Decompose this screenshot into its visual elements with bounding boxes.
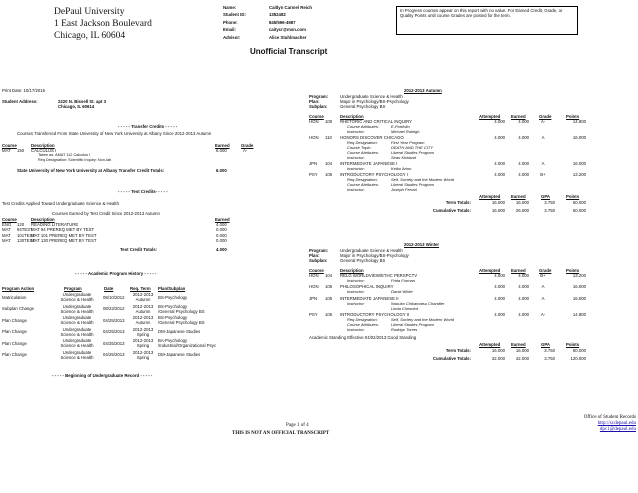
office-link-web[interactable]: http://sr.depaul.edu (597, 421, 636, 427)
course-note-key: Instructor: (347, 166, 365, 171)
school-address: 1 East Jackson Boulevard (54, 19, 152, 29)
doc-title: Unofficial Transcript (250, 47, 328, 56)
cumulative-totals-label: Cumulative Totals: (432, 356, 471, 361)
cumulative-totals-attempted: 16.000 (491, 208, 505, 214)
history-row-program1: Undergraduate (62, 338, 92, 343)
cumulative-totals-label: Cumulative Totals: (432, 208, 471, 214)
history-row-term1: 2012-2013 (132, 315, 154, 320)
course-note-value: DEATH AND THE CITY (391, 145, 434, 150)
history-col-date: Date (104, 286, 114, 291)
history-row-plan1: BS-Psychology (158, 303, 188, 309)
history-row-date: 04/25/2013 (103, 329, 125, 334)
history-row-date: 04/25/2013 (103, 317, 125, 323)
course-note-key: Instructor: (347, 300, 365, 306)
history-row-term1: 2012-2013 (132, 349, 154, 355)
test-row-num: 130TEST (17, 237, 36, 243)
history-row-program1: Undergraduate (62, 292, 92, 297)
term-col-desc: Description (340, 267, 364, 273)
history-row-action: Plan Change (2, 317, 27, 323)
course-points: 16.000 (572, 284, 586, 290)
student-info-label: Name: (223, 5, 237, 10)
history-row-program2: Science & Health (60, 320, 94, 325)
course-desc: RELG WORLDVIEW/ETHC PERSPCTV (340, 272, 418, 278)
course-num: 104 (325, 272, 333, 278)
history-row-action: Plan Change (2, 329, 27, 334)
cumulative-totals-gpa: 3.750 (544, 208, 555, 214)
page-number: Page 1 of 4 (286, 423, 309, 428)
transfer-from: Courses Transferred From State University of New York University at Albany Since 2012-2013 Autumn (17, 131, 212, 136)
term-col-points: Points (566, 113, 580, 119)
course-attempted: 4.000 (494, 284, 505, 290)
test-row-desc: MAT 94 PREREQ MET BY TEST (31, 227, 95, 233)
history-col-plan: Plan/Subplan (158, 286, 186, 291)
test-row-earned: 4.000 (216, 222, 227, 227)
course-points: 16.000 (572, 135, 586, 140)
student-info-value: Alice Stuhlmacher (269, 34, 307, 40)
history-row-program2: Science & Health (60, 308, 94, 314)
course-note-key: Course Attributes: (347, 321, 379, 327)
cumulative-totals-points: 120.000 (570, 356, 586, 361)
history-row-action: Plan Change (2, 340, 27, 346)
cumulative-totals-gpa: 3.750 (544, 356, 555, 361)
term-totals-attempted: 16.000 (491, 348, 505, 353)
course-desc: INTRODUCTORY PSYCHOLOGY II (340, 311, 410, 317)
term-subplan-value: General Psychology BS (340, 103, 386, 109)
course-earned: 4.000 (518, 272, 529, 278)
test-col-earned: Earned (215, 217, 230, 222)
term-subplan-label: Subplan: (309, 103, 328, 109)
course-subj: HON (309, 135, 319, 140)
student-info-value: Caitlyn Carmel Reich (269, 5, 312, 10)
test-row-desc: MAT 101 PREREQ MET BY TEST (31, 232, 97, 238)
course-note-value: Sean Kirkland (391, 154, 416, 160)
history-row-term2: Autumn (135, 297, 151, 302)
course-grade: A (541, 135, 545, 140)
course-grade: B+ (540, 272, 546, 278)
history-row-program2: Science & Health (60, 331, 94, 337)
course-note-key: Course Attributes: (347, 149, 379, 155)
course-note-key: Instructor: (347, 289, 365, 295)
course-note-value: Self, Society and the Modern World (391, 317, 454, 322)
history-col-term: Req. Term (130, 286, 151, 291)
course-note-value: David White (391, 289, 413, 295)
course-grade: A (541, 160, 545, 166)
term-program-label: Program: (309, 247, 329, 253)
course-attempted: 4.000 (494, 311, 505, 317)
course-desc: INTERMEDIATE JAPANESE II (340, 295, 399, 301)
course-note-value: E-Portfolio (391, 124, 410, 129)
course-note-key: Instructor: (347, 187, 365, 192)
transfer-total-value: 6.000 (216, 168, 227, 173)
course-desc: HONORS DISCOVER CHICAGO (340, 135, 404, 140)
student-info-value: caitycr@msn.com (269, 27, 306, 33)
history-row-action: Subplan Change (2, 306, 35, 311)
course-num: 100 (325, 118, 333, 124)
course-attempted: 4.000 (494, 172, 505, 178)
transfer-col-grade: Grade (241, 143, 254, 148)
course-note-value: Frida Furman (391, 278, 416, 283)
notice-box (396, 6, 578, 35)
course-note-value: Liberal Studies Program (391, 149, 434, 155)
course-points: 13.200 (572, 172, 586, 178)
cumulative-totals-earned: 42.000 (515, 356, 529, 361)
course-points: 16.000 (572, 160, 586, 166)
transfer-row-note2: Req Designation: Scientific Inquiry: Non-lab (38, 158, 112, 162)
history-row-term2: Spring (136, 343, 150, 348)
cumulative-totals-earned: 26.000 (515, 208, 529, 214)
term-col-attempted: Attempted (479, 267, 501, 273)
student-info-value: 845/596-4987 (269, 19, 296, 25)
course-grade: A (541, 295, 545, 301)
student-info-value: 1352482 (269, 12, 286, 18)
course-note-key: Req Designation: (347, 317, 378, 322)
test-header: - - - - - Test Credits- - - - - (118, 189, 168, 194)
course-points: 16.000 (572, 295, 586, 301)
history-row-date: 04/25/2013 (103, 340, 125, 346)
term-program-value: Undergraduate Science & Health (340, 247, 403, 253)
history-col-action: Program Action (2, 286, 35, 291)
term-totals-attempted: 16.000 (491, 200, 505, 206)
term-col-course: Course (309, 113, 324, 119)
course-num: 106 (325, 311, 333, 317)
transfer-row-earned: 6.000 (216, 148, 227, 153)
student-info-label: Phone: (223, 19, 238, 25)
test-row-earned: 0.000 (216, 232, 227, 238)
transfer-col-desc: Description (31, 143, 55, 148)
transfer-row-desc: CALCULUS I (31, 148, 57, 153)
course-num: 110 (325, 135, 332, 140)
history-row-date: 08/23/2012 (103, 306, 125, 311)
history-col-program: Program (64, 286, 82, 291)
history-row-plan1: DM-Japanese Studies (158, 329, 201, 334)
term-totals-label: Term Totals: (445, 200, 471, 206)
term-subplan-label: Subplan: (309, 257, 328, 263)
history-row-term2: Spring (136, 354, 150, 360)
course-note-value: Rodrigo Torres (391, 326, 418, 332)
summary-col-gpa: GPA (541, 341, 550, 347)
course-note-key: Course Topic: (347, 145, 372, 150)
course-subj: PSY (309, 172, 318, 178)
test-row-desc: READING LITERATURE (31, 222, 79, 227)
term-totals-label: Term Totals: (445, 348, 471, 353)
course-points: 14.800 (572, 311, 586, 317)
history-row-plan2: /General Psychology BS (158, 320, 205, 325)
term-totals-points: 60.000 (572, 200, 586, 206)
course-note-value: Joseph Ferrari (391, 187, 417, 192)
term-title: 2012-2013 Autumn (404, 88, 442, 93)
course-note-value: Liberal Studies Program (391, 321, 434, 327)
begin-record: - - - - - Beginning of Undergraduate Record - - - - - (52, 373, 153, 378)
course-note-value: Nobuko Chikamatsu Chandler (391, 300, 445, 306)
history-row-program1: Undergraduate (62, 326, 92, 332)
course-num: 105 (325, 295, 333, 301)
term-col-attempted: Attempted (479, 113, 501, 119)
test-row-num: 120 (17, 222, 25, 227)
summary-col-earned: Earned (511, 194, 526, 200)
course-note-key: Instructor: (347, 128, 365, 134)
transfer-header: - - - - - Transfer Credits - - - - - (118, 124, 178, 129)
school-block (54, 6, 152, 42)
course-earned: 4.000 (518, 311, 529, 317)
history-row-term2: Autumn (135, 308, 151, 314)
history-row-action: Matriculation (2, 294, 27, 300)
history-row-plan1: DM-Japanese Studies (158, 352, 201, 357)
transfer-total-label: State University of New York University at Albany Transfer Credit Totals: (17, 168, 165, 173)
term-totals-gpa: 3.750 (544, 200, 555, 206)
history-row-term2: Spring (136, 331, 150, 337)
history-row-program2: Science & Health (60, 354, 94, 360)
test-row-num: 101TEST (17, 232, 36, 238)
history-row-plan1: BS-Psychology (158, 315, 188, 320)
course-attempted: 4.000 (494, 272, 505, 278)
test-col-desc: Description (31, 217, 55, 222)
history-row-plan1: BS-Psychology (158, 294, 188, 300)
course-note-key: Instructor: (347, 154, 365, 160)
history-row-term1: 2012-2013 (132, 326, 154, 332)
student-info-label: Advisor: (223, 34, 241, 40)
term-program-value: Undergraduate Science & Health (340, 93, 403, 99)
history-row-date: 08/10/2012 (103, 294, 125, 300)
test-row-num: 94TEST (17, 227, 33, 233)
history-row-plan1: BA-Psychology (158, 338, 188, 343)
school-name: DePaul University (54, 7, 125, 17)
test-row-subj: MAT (2, 227, 11, 233)
course-desc: PHILOSOPHICAL INQUIRY (340, 284, 394, 290)
transfer-col-course: Course (2, 143, 17, 148)
test-applied: Test Credits Applied Toward Undergraduate Science & Health (2, 201, 119, 206)
summary-col-attempted: Attempted (479, 341, 501, 347)
course-earned: 4.000 (518, 118, 529, 124)
summary-col-attempted: Attempted (479, 194, 501, 200)
course-note-value: Liberal Studies Program (391, 182, 434, 188)
course-num: 104 (325, 160, 333, 166)
history-row-program1: Undergraduate (62, 303, 92, 309)
history-row-plan2: /General Psychology BS (158, 308, 205, 314)
term-col-course: Course (309, 267, 324, 273)
notice-text: In Progress courses appear on this report with no value. For Earned Credit, Grade, or Quality Points until course Grades are posted for the term. (400, 8, 563, 18)
course-note-value: Michael Raleigh (391, 128, 420, 134)
term-subplan-value: General Psychology BS (340, 257, 386, 263)
term-col-desc: Description (340, 113, 364, 119)
history-row-term1: 2012-2013 (132, 303, 154, 309)
not-official-note: THIS IS NOT AN OFFICIAL TRANSCRIPT (232, 431, 330, 436)
course-subj: PSY (309, 311, 318, 317)
course-attempted: 4.000 (494, 295, 505, 301)
history-row-action: Plan Change (2, 352, 27, 357)
test-row-desc: MAT 130 PREREQ MET BY TEST (31, 237, 97, 243)
course-note-value: Keiko Arino (391, 166, 412, 171)
office-link-email[interactable]: dpc1@depaul.edu (599, 427, 636, 433)
course-earned: 4.000 (518, 284, 529, 290)
office-name: Office of Student Records (583, 415, 636, 420)
term-col-grade: Grade (539, 113, 552, 119)
course-points: 13.200 (572, 272, 586, 278)
history-row-term1: 2012-2013 (132, 338, 154, 343)
term-totals-gpa: 3.750 (544, 348, 555, 353)
course-note-key: Course Attributes: (347, 182, 379, 188)
course-desc: INTRODUCTORY PSYCHOLOGY I (340, 172, 408, 178)
course-grade: B+ (540, 172, 546, 178)
term-col-points: Points (566, 267, 580, 273)
term-plan-value: Major in Psychology/BS-Psychology (340, 98, 409, 104)
course-subj: HON (309, 272, 319, 278)
test-total-label: Test Credit Totals: (120, 247, 158, 252)
history-row-program2: Science & Health (60, 297, 94, 302)
cumulative-totals-attempted: 32.000 (491, 356, 505, 361)
course-note-key: Req Designation: (347, 177, 378, 183)
course-num: 105 (325, 172, 333, 178)
term-title: 2012-2013 Winter (404, 242, 440, 247)
course-attempted: 4.000 (494, 135, 505, 140)
course-grade: A (541, 284, 545, 290)
address-line2: Chicago, IL 60614 (58, 104, 95, 109)
term-col-grade: Grade (539, 267, 552, 273)
test-earned-since: Courses Earned by Test Credit Since 2012-2013 Autumn (52, 211, 160, 216)
course-note-key: Req Designation: (347, 140, 378, 146)
term-plan-label: Plan: (309, 98, 320, 104)
summary-col-points: Points (566, 341, 580, 347)
course-earned: 4.000 (518, 135, 529, 140)
summary-col-earned: Earned (511, 341, 526, 347)
history-row-program1: Undergraduate (62, 315, 92, 320)
test-row-subj: MAT (2, 237, 11, 243)
academic-standing: Academic Standing Effective 04/02/2013:Good Standing (309, 334, 417, 340)
summary-col-points: Points (566, 194, 580, 200)
course-grade: A- (540, 118, 546, 124)
course-subj: HON (309, 118, 319, 124)
transfer-row-note1: Taken as: AMAT 112 Calculus I (38, 153, 91, 157)
course-subj: JPN (309, 295, 318, 301)
course-attempted: 4.000 (494, 118, 505, 124)
school-city: Chicago, IL 60604 (54, 31, 126, 41)
history-row-term2: Autumn (135, 320, 151, 325)
office-block (540, 415, 636, 434)
test-row-subj: ENG (2, 222, 12, 227)
term-totals-earned: 16.000 (515, 348, 529, 353)
history-row-program2: Science & Health (60, 343, 94, 348)
history-row-program1: Undergraduate (62, 349, 92, 355)
transfer-col-earned: Earned (215, 143, 230, 148)
history-row-plan2: /Industrial/Organizational Psyc (158, 343, 217, 348)
summary-col-gpa: GPA (541, 194, 550, 200)
transfer-row-subj: MAT (2, 148, 11, 153)
course-desc: RHETORIC AND CRITICAL INQUIRY (340, 118, 413, 124)
history-row-term1: 2012-2013 (132, 292, 154, 297)
course-note-key: Course Attributes: (347, 124, 379, 129)
test-col-course: Course (2, 217, 17, 222)
transfer-row-grade: A- (243, 148, 248, 153)
term-plan-value: Major in Psychology/BS-Psychology (340, 252, 409, 258)
course-note-key: Instructor: (347, 326, 365, 332)
course-earned: 4.000 (518, 172, 529, 178)
course-note-key: Instructor: (347, 278, 365, 283)
cumulative-totals-points: 60.000 (572, 208, 586, 214)
student-info-label: Student ID: (223, 12, 246, 18)
course-note-value: Linda Chesnick (391, 305, 419, 311)
course-note-value: First Year Program (391, 140, 425, 146)
print-date: Print Date: 10/17/2015 (2, 88, 45, 93)
test-total-value: 4.000 (216, 247, 227, 252)
term-program-label: Program: (309, 93, 329, 99)
course-grade: A- (540, 311, 546, 317)
course-subj: HON (309, 284, 319, 290)
course-desc: INTERMEDIATE JAPANESE I (340, 160, 398, 166)
term-plan-label: Plan: (309, 252, 320, 258)
course-points: 14.800 (572, 118, 586, 124)
course-note-value: Self, Society and the Modern World (391, 177, 454, 183)
term-totals-points: 60.000 (572, 348, 586, 353)
address-line1: 2220 N. Bissell St. apt 3 (58, 99, 107, 104)
term-col-earned: Earned (511, 113, 526, 119)
history-row-date: 04/25/2013 (103, 352, 125, 357)
course-attempted: 4.000 (494, 160, 505, 166)
course-earned: 4.000 (518, 295, 529, 301)
history-header: - - - - - Academic Program History - - - - - (75, 271, 157, 276)
course-subj: JPN (309, 160, 318, 166)
course-earned: 4.000 (518, 160, 529, 166)
term-col-earned: Earned (511, 267, 526, 273)
term-totals-earned: 16.000 (515, 200, 529, 206)
course-num: 105 (325, 284, 333, 290)
student-info-label: Email: (223, 27, 236, 33)
test-row-subj: MAT (2, 232, 11, 238)
test-row-earned: 0.000 (216, 237, 227, 243)
address-label: Student Address: (2, 99, 38, 104)
test-row-earned: 0.000 (216, 227, 227, 233)
transfer-row-num: 150 (17, 148, 25, 153)
